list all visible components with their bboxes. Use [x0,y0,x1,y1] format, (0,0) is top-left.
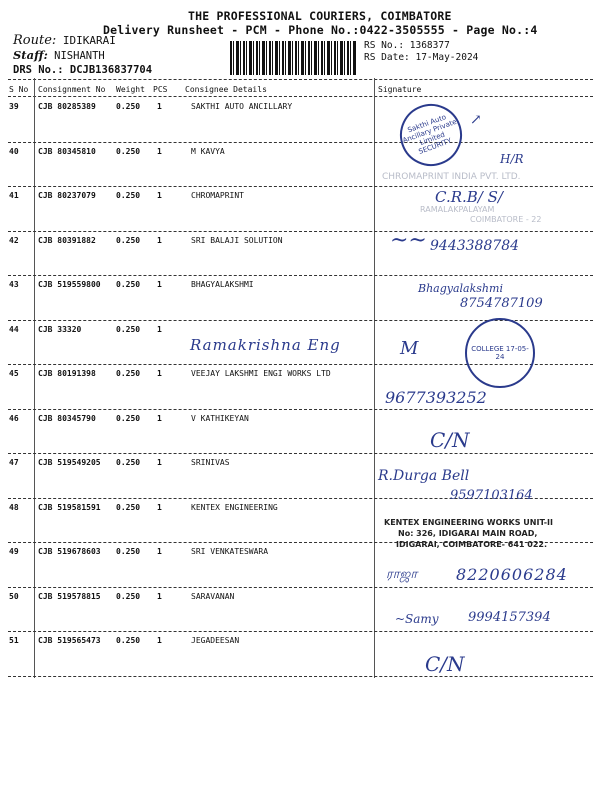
row-pcs: 1 [157,547,162,556]
handwriting-hr: H/R [500,152,524,166]
stamp-kentex-line3: IDIGARAI, COIMBATORE- 641 022. [396,540,547,549]
row-weight: 0.250 [116,102,141,111]
row-consignee: SRINIVAS [191,458,230,467]
row-consignment-no: CJB 519578815 [38,591,101,601]
stamp-chroma-line1: CHROMAPRINT INDIA PVT. LTD. [382,172,521,182]
row-consignment-no: CJB 519581591 [38,502,101,512]
row-consignment-no: CJB 519559800 [38,280,101,289]
handwriting-cn-51: C/N [425,652,465,676]
row-consignee: CHROMAPRINT [191,191,244,200]
handwriting-cn-46: C/N [430,428,470,452]
row-consignment-no: CJB 80237079 [38,191,96,200]
stamp-kentex-line1: KENTEX ENGINEERING WORKS UNIT-II [384,518,553,527]
row-sno: 45 [9,369,19,378]
barcode [230,41,356,75]
handwriting-phone-42: 9443388784 [430,238,520,254]
rs-number: RS No.: 1368377 [364,40,450,51]
row-consignee: M KAVYA [191,146,225,156]
row-consignee: SARAVANAN [191,591,235,601]
row-weight: 0.250 [116,502,141,512]
handwriting-phone-47: 9597103164 [450,488,533,503]
row-weight: 0.250 [116,591,141,601]
handwriting-crb: C.R.B/ S/ [435,188,503,206]
header-bottom-rule [8,96,593,97]
row-sno: 46 [9,413,19,423]
table-row [0,410,600,454]
row-consignee: SRI BALAJI SOLUTION [191,235,283,245]
col-pcs: PCS [153,85,168,94]
row-weight: 0.250 [116,547,141,556]
row-pcs: 1 [157,191,162,200]
row-pcs: 1 [157,146,162,156]
handwriting-signature-44: M [400,338,419,359]
route-info [13,33,116,48]
row-weight: 0.250 [116,280,141,289]
handwriting-name-43: Bhagyalakshmi [418,282,503,295]
route-value: IDIKARAI [62,34,116,47]
handwriting-tamil-49: ராஜா [386,567,418,582]
row-sno: 48 [9,502,19,512]
row-consignee: V KATHIKEYAN [191,413,249,423]
row-sno: 43 [9,280,19,289]
row-pcs: 1 [157,324,162,334]
handwriting-signature-42: ~~ [390,228,427,253]
row-sno: 39 [9,102,19,111]
row-consignment-no: CJB 519678603 [38,547,101,556]
row-consignee: BHAGYALAKSHMI [191,280,254,289]
row-sno: 41 [9,191,19,200]
row-sno: 40 [9,146,19,156]
row-weight: 0.250 [116,413,141,423]
stamp-sakthi-ext: ↗ [470,112,482,128]
row-pcs: 1 [157,280,162,289]
staff-label: Staff: [13,48,48,62]
row-pcs: 1 [157,369,162,378]
col-weight: Weight [116,85,145,94]
col-consignee: Consignee Details [185,85,267,94]
row-consignee: SRI VENKATESWARA [191,547,269,556]
row-sno: 50 [9,591,19,601]
row-pcs: 1 [157,235,162,245]
drs-number: DRS No.: DCJB136837704 [13,64,153,76]
row-pcs: 1 [157,502,162,512]
row-sno: 51 [9,636,19,645]
stamp-kentex-line2: No: 326, IDIGARAI MAIN ROAD, [398,529,538,538]
row-consignee: SAKTHI AUTO ANCILLARY [191,102,293,111]
col-consignment: Consignment No [38,85,106,94]
col-signature: Signature [378,85,422,94]
row-sno: 47 [9,458,19,467]
row-pcs: 1 [157,636,162,645]
runsheet-title: Delivery Runsheet - PCM - Phone No.:0422-3505555 - Page No.:4 [103,23,538,37]
row-consignment-no: CJB 80345790 [38,413,96,423]
row-pcs: 1 [157,591,162,601]
row-divider [8,676,593,677]
row-weight: 0.250 [116,191,141,200]
handwriting-name-47: R.Durga Bell [378,468,470,484]
row-consignment-no: CJB 519565473 [38,636,101,645]
stamp-chroma-line3: COIMBATORE - 22 [470,215,542,224]
handwriting-phone-45: 9677393252 [385,388,487,407]
company-title: THE PROFESSIONAL COURIERS, COIMBATORE [188,9,452,23]
row-pcs: 1 [157,458,162,467]
row-consignee: JEGADEESAN [191,636,240,645]
table-row [0,98,600,142]
row-weight: 0.250 [116,458,141,467]
table-row [0,632,600,676]
header-top-rule [8,79,593,80]
row-sno: 42 [9,235,19,245]
row-weight: 0.250 [116,369,141,378]
rs-date: RS Date: 17-May-2024 [364,52,479,63]
row-weight: 0.250 [116,636,141,645]
row-consignee: KENTEX ENGINEERING [191,502,278,512]
stamp-sakthi: Sakthi Auto Ancillary Private Limited SECURITY [391,95,470,174]
col-sno: S No [9,85,29,94]
handwriting-signature-50: ~Samy [395,612,439,626]
row-consignee: VEEJAY LAKSHMI ENGI WORKS LTD [191,369,331,378]
handwriting-phone-43: 8754787109 [460,296,543,311]
handwriting-phone-50: 9994157394 [468,610,551,625]
handwriting-row44: Ramakrishna Eng [190,336,341,354]
row-weight: 0.250 [116,324,141,334]
stamp-chroma-line2: RAMALAKPALAYAM [420,205,495,214]
row-consignment-no: CJB 80345810 [38,146,96,156]
row-sno: 44 [9,324,19,334]
row-sno: 49 [9,547,19,556]
handwriting-phone-49: 8220606284 [456,565,568,584]
row-weight: 0.250 [116,146,141,156]
row-consignment-no: CJB 80391882 [38,235,96,245]
stamp-college: COLLEGE 17-05-24 [465,318,535,388]
row-consignment-no: CJB 80191398 [38,369,96,378]
row-pcs: 1 [157,102,162,111]
row-consignment-no: CJB 33320 [38,324,82,334]
staff-value: NISHANTH [54,50,105,62]
row-weight: 0.250 [116,235,141,245]
row-consignment-no: CJB 519549205 [38,458,101,467]
row-consignment-no: CJB 80285389 [38,102,96,111]
row-pcs: 1 [157,413,162,423]
staff-info [13,48,105,62]
route-label: Route: [13,33,57,48]
